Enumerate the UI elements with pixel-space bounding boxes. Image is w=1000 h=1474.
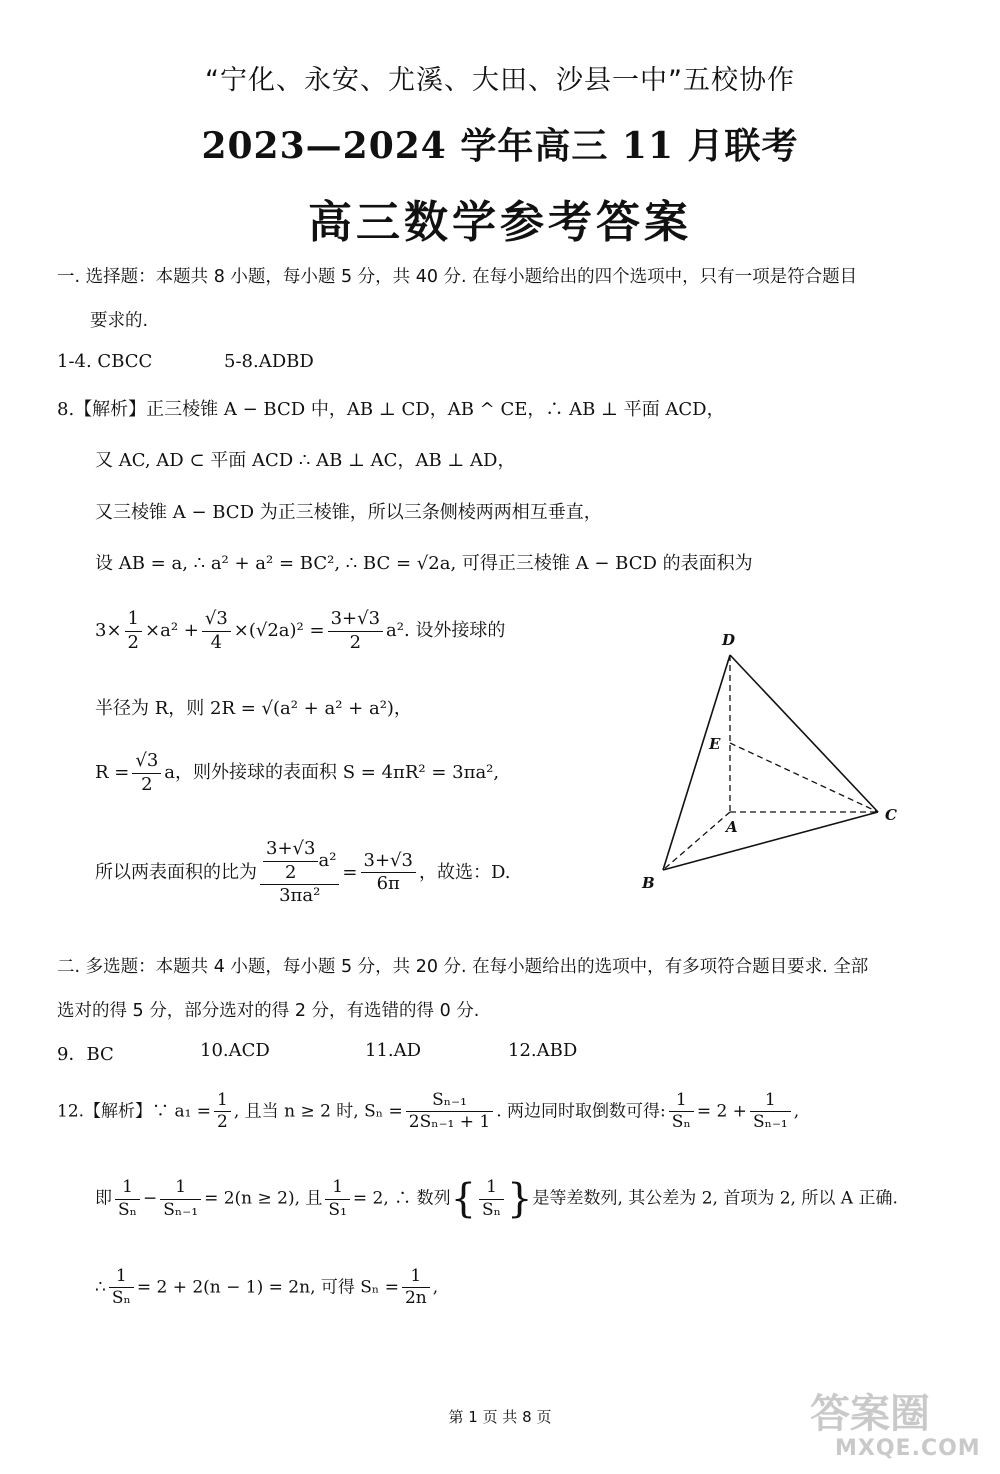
fraction <box>109 1266 134 1310</box>
denominator: 2 <box>285 861 297 883</box>
denominator: Sₙ <box>482 1199 502 1220</box>
q12-line-2 <box>95 1176 898 1222</box>
text: 12.【解析】∵ a₁ = <box>57 1101 212 1122</box>
header-line-1: “宁化、永安、尤溪、大田、沙县一中”五校协作 <box>205 65 795 96</box>
denominator: Sₙ <box>111 1288 131 1309</box>
fraction <box>132 750 161 796</box>
edge-bc <box>663 812 878 870</box>
numerator: 1 <box>214 1090 231 1112</box>
text: , <box>793 1101 800 1122</box>
denominator: Sₙ <box>118 1199 138 1220</box>
fraction <box>202 608 231 654</box>
fraction <box>325 1177 349 1221</box>
tetrahedron-figure <box>630 625 920 900</box>
point-label-e: E <box>709 735 721 753</box>
q8-line-6: 半径为 R，则 2R = √(a² + a² + a²)， <box>95 698 412 719</box>
watermark-url: MXQE.COM <box>835 1436 981 1461</box>
text: , 且当 n ≥ 2 时, Sₙ = <box>233 1101 403 1122</box>
complex-fraction <box>260 838 339 908</box>
text: a，则外接球的表面积 S = 4πR² = 3πa², <box>164 762 500 783</box>
text: 所以两表面积的比为 <box>95 861 257 883</box>
denominator: Sₙ₋₁ <box>163 1199 199 1220</box>
q8-radius-formula <box>95 750 499 796</box>
text: ∴ <box>95 1277 106 1298</box>
answers-1-4: 1-4. CBCC <box>57 351 153 372</box>
left-brace: { <box>450 1176 477 1222</box>
numerator: 1 <box>402 1266 430 1288</box>
text: = 2(n ≥ 2), 且 <box>204 1188 323 1209</box>
fraction <box>406 1090 493 1134</box>
numerator: Sₙ₋₁ <box>406 1090 493 1112</box>
numerator: 1 <box>125 608 142 632</box>
answer-9: 9．BC <box>57 1044 114 1065</box>
watermark-logo: 答案圈 <box>810 1391 930 1437</box>
numerator: 1 <box>479 1177 504 1199</box>
text: ×(√2a)² = <box>233 620 325 641</box>
text: a². 设外接球的 <box>386 620 506 641</box>
denominator: 2Sₙ₋₁ + 1 <box>408 1112 491 1133</box>
section2-heading-cont: 选对的得 5 分，部分选对的得 2 分，有选错的得 0 分. <box>57 1001 480 1021</box>
numerator: 3+√3 <box>263 838 318 862</box>
page-title: 高三数学参考答案 <box>308 197 692 248</box>
fraction <box>669 1090 694 1134</box>
q12-line-3 <box>95 1266 438 1310</box>
denominator: 2 <box>349 631 362 653</box>
text: 3× <box>95 620 122 641</box>
numerator: 3+√3 <box>328 608 383 632</box>
denominator: 4 <box>210 631 223 653</box>
text: = <box>342 861 358 883</box>
fraction <box>479 1177 504 1221</box>
denominator: S₁ <box>328 1199 347 1220</box>
text: , <box>432 1277 439 1298</box>
text: 是等差数列, 其公差为 2, 首项为 2, 所以 A 正确. <box>532 1188 898 1209</box>
header-line-2: 2023—2024 学年高三 11 月联考 <box>201 125 799 167</box>
fraction <box>750 1090 791 1134</box>
section1-heading: 一. 选择题：本题共 8 小题，每小题 5 分，共 40 分. 在每小题给出的四个选项中，只有一项是符合题目 <box>57 267 858 287</box>
q8-ratio-formula <box>95 838 511 908</box>
answer-10: 10.ACD <box>200 1040 270 1061</box>
denominator: 2 <box>127 631 139 653</box>
text: = 2 + 2(n − 1) = 2n, 可得 Sₙ = <box>136 1277 399 1298</box>
page-number: 第 1 页 共 8 页 <box>448 1408 552 1426</box>
denominator: 2 <box>217 1112 228 1133</box>
section2-heading: 二. 多选题：本题共 4 小题，每小题 5 分，共 20 分. 在每小题给出的选项中，有多项符合题目要求. 全部 <box>57 957 869 977</box>
fraction <box>361 850 416 896</box>
text: ，故选：D. <box>418 861 511 883</box>
numerator <box>260 838 339 885</box>
text: = 2, ∴ 数列 <box>352 1188 451 1209</box>
edge-dc <box>730 655 878 812</box>
text: . 两边同时取倒数可得: <box>496 1101 666 1122</box>
fraction <box>402 1266 430 1310</box>
fraction <box>263 838 318 884</box>
fraction <box>125 608 142 654</box>
numerator: 1 <box>115 1177 140 1199</box>
denominator: 2 <box>141 773 153 795</box>
numerator: √3 <box>132 750 161 774</box>
q8-line-1: 8.【解析】正三棱锥 A − BCD 中，AB ⊥ CD，AB ^ CE，∴ AB ⊥ 平面 ACD， <box>57 399 725 420</box>
denominator: 6π <box>376 873 400 895</box>
answer-12: 12.ABD <box>508 1040 578 1061</box>
right-brace: } <box>507 1176 533 1222</box>
denominator: 3πa² <box>279 885 321 906</box>
segment-ce-hidden <box>730 743 878 812</box>
answers-5-8: 5-8.ADBD <box>224 351 314 372</box>
edge-db <box>663 655 730 870</box>
denominator: Sₙ₋₁ <box>752 1112 788 1133</box>
numerator: 1 <box>750 1090 791 1112</box>
vertex-label-c: C <box>885 806 897 824</box>
text: a² <box>318 850 337 871</box>
q8-line-3: 又三棱锥 A − BCD 为正三棱锥，所以三条侧棱两两相互垂直， <box>95 502 602 523</box>
numerator: 1 <box>109 1266 134 1288</box>
denominator: 2n <box>404 1288 427 1309</box>
vertex-label-d: D <box>722 631 736 649</box>
fraction <box>115 1177 140 1221</box>
numerator: 1 <box>160 1177 201 1199</box>
fraction <box>328 608 383 654</box>
section1-heading-cont: 要求的. <box>90 311 149 331</box>
q12-line-1 <box>57 1090 799 1134</box>
q8-line-4: 设 AB = a, ∴ a² + a² = BC², ∴ BC = √2a, 可得正三棱锥 A − BCD 的表面积为 <box>95 553 753 574</box>
numerator: 1 <box>325 1177 349 1199</box>
numerator: √3 <box>202 608 231 632</box>
answer-11: 11.AD <box>365 1040 422 1061</box>
denominator: Sₙ <box>671 1112 691 1133</box>
text: − <box>143 1188 158 1209</box>
text: = 2 + <box>696 1101 747 1122</box>
q8-surface-area-formula <box>95 608 505 654</box>
numerator: 1 <box>669 1090 694 1112</box>
fraction <box>214 1090 231 1134</box>
numerator: 3+√3 <box>361 850 416 874</box>
vertex-label-a: A <box>726 818 738 836</box>
vertex-label-b: B <box>642 874 655 892</box>
text: 即 <box>95 1188 112 1209</box>
text: R = <box>95 762 130 783</box>
q8-line-2: 又 AC, AD ⊂ 平面 ACD ∴ AB ⊥ AC，AB ⊥ AD， <box>95 450 516 471</box>
fraction <box>160 1177 201 1221</box>
text: ×a² + <box>145 620 199 641</box>
